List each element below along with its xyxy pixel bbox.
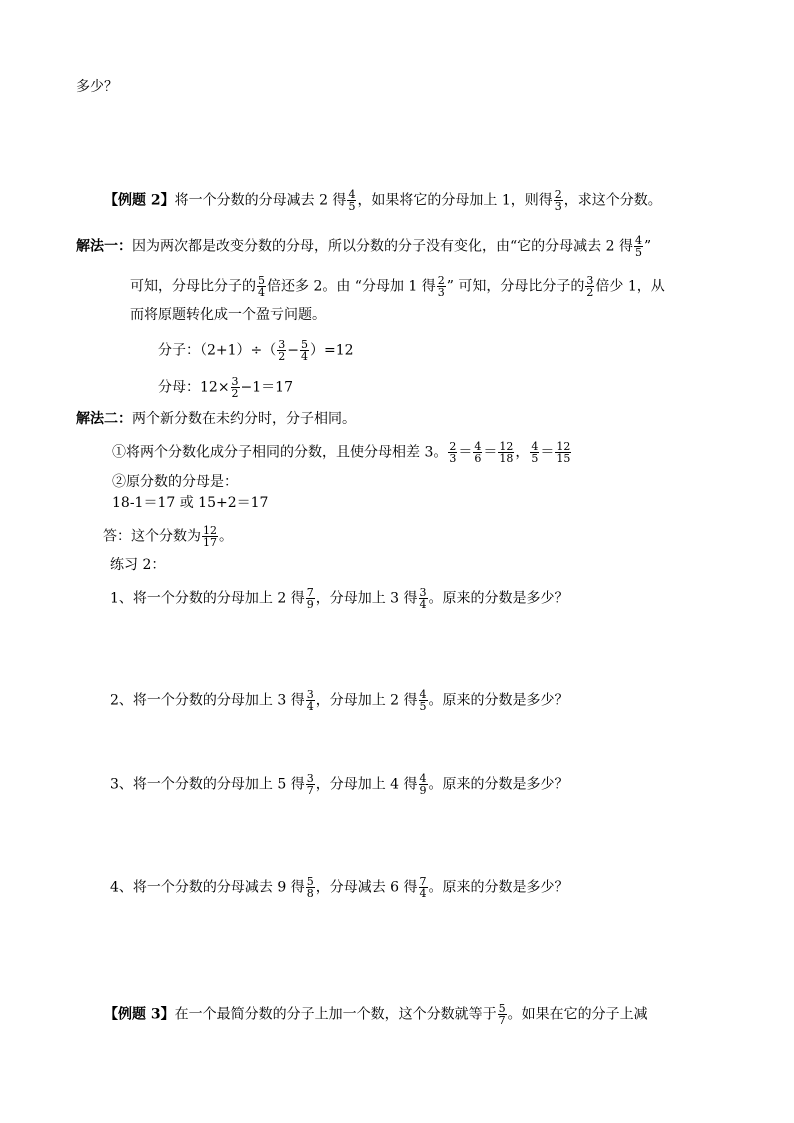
fraction: $\frac{12}{18}$ [499, 440, 514, 465]
method1-line-2: 可知，分母比分子的 $\frac{5}{4}$ 倍还多 2。由 “分母加 1 得 $\frac{2}{3}$ ” 可知，分母比分子的 $\frac{3}{2}$ 倍少 1，从 [130, 274, 665, 299]
method2-answer: 答：这个分数为 $\frac{12}{17}$ 。 [103, 524, 233, 549]
fraction: $\frac{3}{2}$ [231, 375, 239, 400]
fraction: $\frac{4}{5}$ [419, 688, 427, 713]
method1-calc-denominator: 分母：12× $\frac{3}{2}$ −1＝17 [158, 375, 293, 400]
fraction: $\frac{3}{7}$ [306, 772, 314, 797]
fraction: $\frac{2}{3}$ [449, 440, 457, 465]
fraction: $\frac{12}{17}$ [203, 524, 217, 549]
method1-line-3: 而将原题转化成一个盈亏问题。 [130, 307, 326, 323]
fraction: $\frac{3}{4}$ [306, 688, 314, 713]
practice-item-3: 3、将一个分数的分母加上 5 得 $\frac{3}{7}$ ，分母加上 4 得 $\frac{4}{9}$ 。原来的分数是多少？ [110, 772, 569, 797]
method2-step-1: ①将两个分数化成分子相同的分数，且使分母相差 3。 $\frac{2}{3}$ ＝ $\frac{4}{6}$ ＝ $\frac{12}{18}$ ， $\frac{4}{5}$ ＝ $\frac{12}{15}$ [112, 440, 571, 465]
intro-tail: 多少？ [76, 79, 118, 95]
example2-text-1: 将一个分数的分母减去 2 得 [174, 192, 347, 209]
fraction: $\frac{3}{2}$ [586, 274, 594, 299]
fraction: $\frac{5}{7}$ [498, 1002, 506, 1027]
example2-text-3: ，求这个分数。 [563, 192, 662, 209]
fraction: $\frac{4}{6}$ [474, 440, 482, 465]
fraction: $\frac{4}{5}$ [348, 188, 356, 213]
method2-step-2: ②原分数的分母是： [112, 474, 238, 490]
fraction: $\frac{2}{3}$ [437, 274, 445, 299]
example3-line: 【例题 3】在一个最简分数的分子上加一个数，这个分数就等于 $\frac{5}{7}$ 。如果在它的分子上减 [104, 1002, 648, 1027]
fraction: $\frac{5}{4}$ [258, 274, 265, 299]
example2-line [104, 189, 662, 212]
fraction: $\frac{3}{2}$ [278, 338, 286, 363]
method2-label: 解法二： [76, 411, 132, 427]
fraction: $\frac{5}{8}$ [306, 875, 314, 900]
fraction: $\frac{5}{4}$ [301, 338, 309, 363]
fraction: $\frac{2}{3}$ [554, 188, 562, 213]
practice-item-1: 1、将一个分数的分母加上 2 得 $\frac{7}{9}$ ，分母加上 3 得 $\frac{3}{4}$ 。原来的分数是多少？ [110, 586, 569, 611]
fraction: $\frac{3}{4}$ [419, 586, 427, 611]
method1-line-1: 解法一：因为两次都是改变分数的分母，所以分数的分子没有变化，由“它的分母减去 2 得 $\frac{4}{5}$ ” [76, 234, 652, 259]
method1-calc-numerator: 分子：（2+1）÷（ $\frac{3}{2}$ − $\frac{5}{4}$ ）=12 [158, 338, 354, 363]
fraction: $\frac{7}{4}$ [419, 875, 427, 900]
fraction: $\frac{4}{5}$ [531, 440, 539, 465]
fraction: $\frac{7}{9}$ [306, 586, 314, 611]
practice-item-4: 4、将一个分数的分母减去 9 得 $\frac{5}{8}$ ，分母减去 6 得 $\frac{7}{4}$ 。原来的分数是多少？ [110, 875, 569, 900]
fraction: $\frac{12}{15}$ [556, 440, 571, 465]
method2-line-1: 解法二：两个新分数在未约分时，分子相同。 [76, 411, 356, 427]
example3-label: 【例题 3】 [104, 1006, 175, 1023]
method2-step-2-calc: 18-1＝17 或 15+2＝17 [112, 495, 269, 511]
practice-item-2: 2、将一个分数的分母加上 3 得 $\frac{3}{4}$ ，分母加上 2 得 $\frac{4}{5}$ 。原来的分数是多少？ [110, 688, 569, 713]
example2-label: 【例题 2】 [104, 192, 175, 209]
method1-label: 解法一： [76, 238, 132, 255]
practice-title: 练习 2： [110, 557, 166, 573]
fraction: $\frac{4}{5}$ [634, 234, 642, 259]
fraction: $\frac{4}{9}$ [419, 772, 427, 797]
example2-text-2: ，如果将它的分母加上 1，则得 [357, 192, 553, 209]
